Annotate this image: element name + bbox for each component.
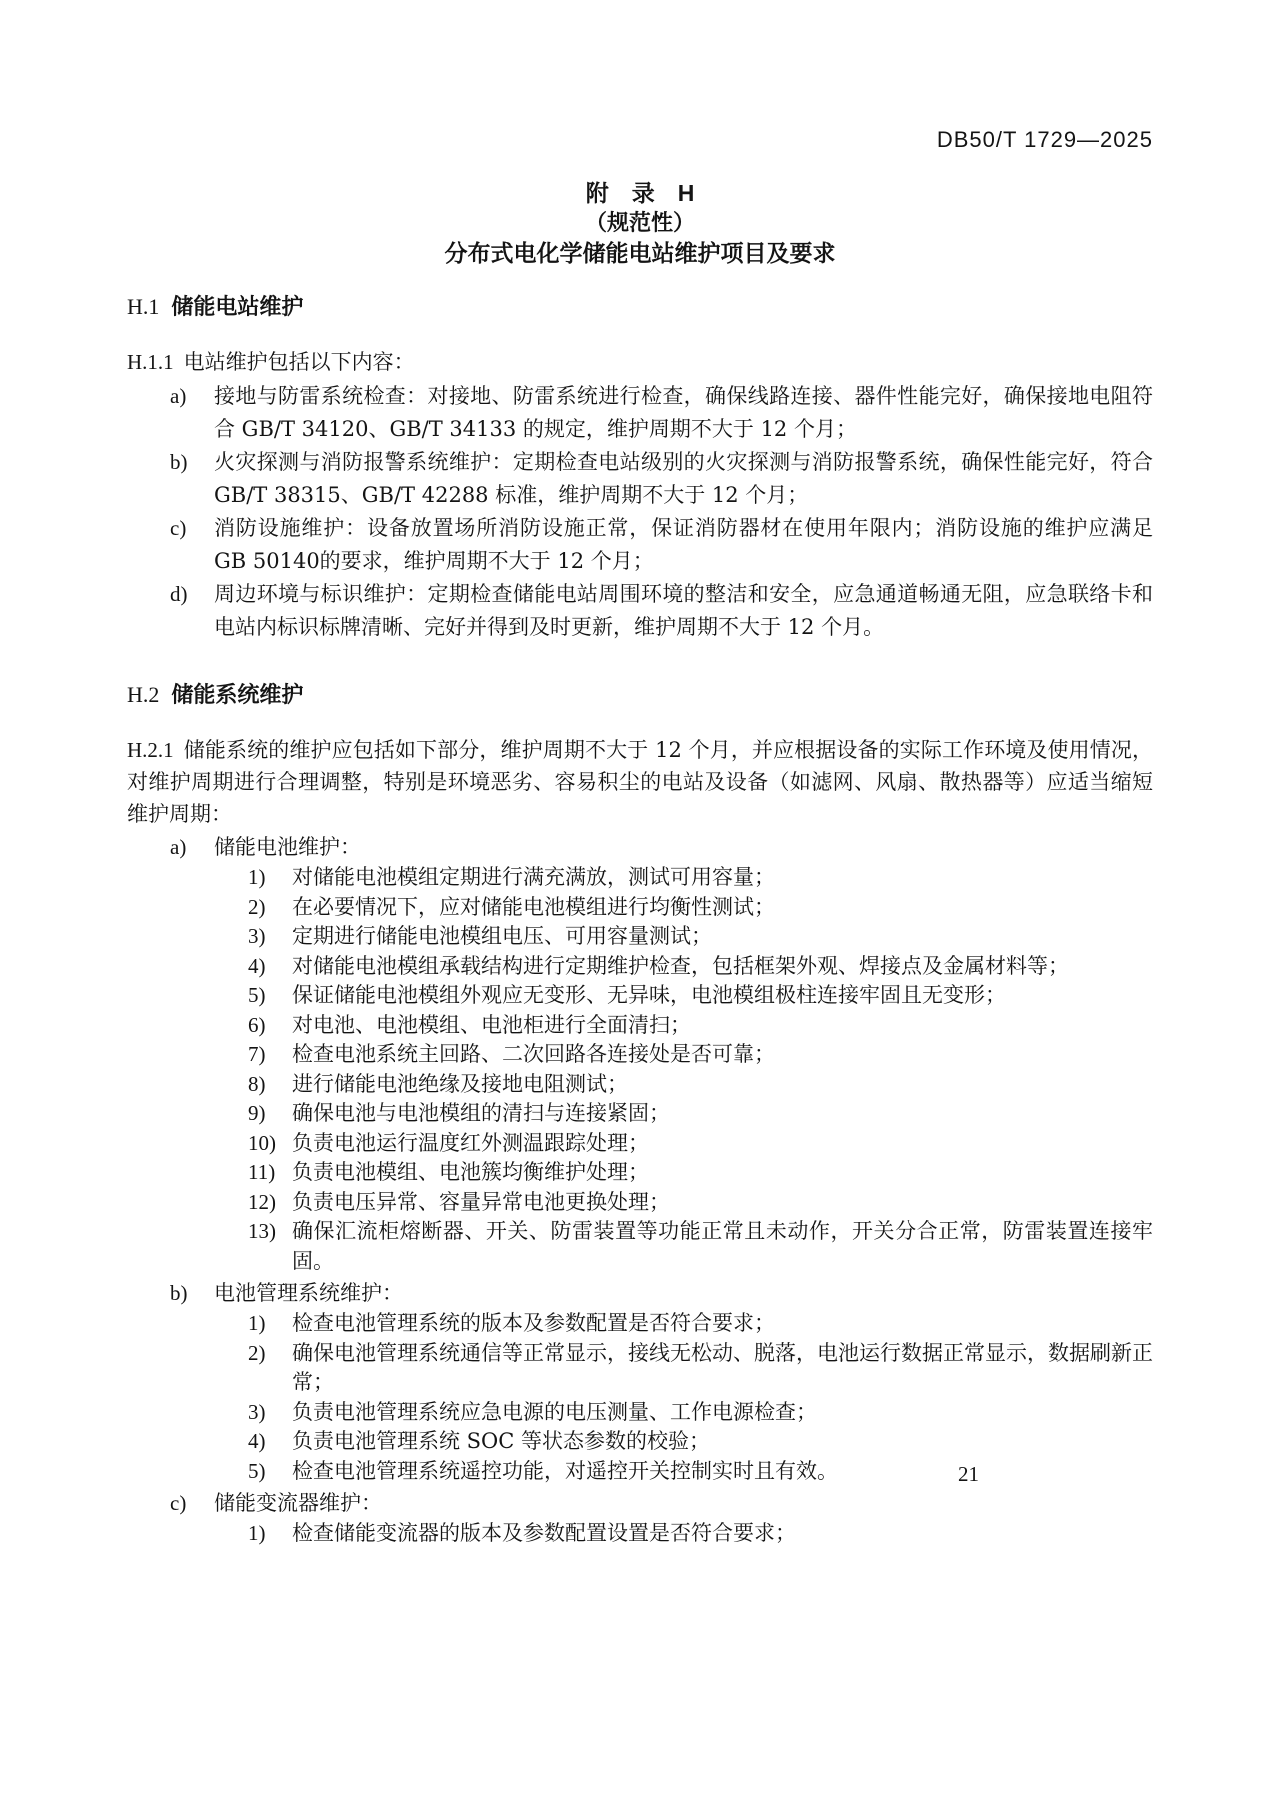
sub-item (248, 1099, 1153, 1129)
sub-item-number: 2) (248, 894, 266, 919)
sub-item-number: 4) (248, 1429, 266, 1453)
sub-item-text: 负责电池模组、电池簇均衡维护处理； (292, 1160, 649, 1184)
sub-item-number: 13) (248, 1219, 276, 1243)
clause-number: H.1.1 (127, 350, 174, 374)
sub-item-text: 对储能电池模组定期进行满充满放，测试可用容量； (292, 865, 775, 889)
sub-item (248, 1158, 1153, 1188)
sub-item (248, 1040, 1153, 1070)
sub-item (248, 1427, 1153, 1457)
sub-item-number: 2) (248, 1340, 266, 1365)
h1-item-list (127, 380, 1153, 644)
list-item (170, 578, 1153, 644)
group-header (127, 1278, 1153, 1309)
section-h1-heading (127, 294, 1153, 320)
list-item (170, 446, 1153, 512)
sub-item-text: 检查电池系统主回路、二次回路各连接处是否可靠； (292, 1042, 775, 1066)
appendix-normative-label: （规范性） (584, 210, 695, 235)
item-label: a) (170, 384, 187, 408)
sub-item-text: 确保电池与电池模组的清扫与连接紧固； (292, 1101, 670, 1125)
sub-item (248, 863, 1153, 893)
group-b-sublist (127, 1309, 1153, 1486)
sub-item-text: 对储能电池模组承载结构进行定期维护检查，包括框架外观、焊接点及金属材料等； (292, 953, 1069, 978)
item-text: 消防设施维护：设备放置场所消防设施正常，保证消防器材在使用年限内；消防设施的维护应满足 GB 50140的要求，维护周期不大于 12 个月； (214, 516, 1153, 573)
sub-item (248, 1217, 1153, 1276)
group-title: 电池管理系统维护： (214, 1281, 403, 1305)
sub-item (248, 1519, 1153, 1549)
sub-item-text: 检查电池管理系统遥控功能，对遥控开关控制实时且有效。 (292, 1458, 838, 1483)
sub-item-number: 12) (248, 1189, 276, 1214)
appendix-subtitle: 分布式电化学储能电站维护项目及要求 (444, 240, 836, 266)
sub-item-number: 1) (248, 1521, 266, 1545)
group-title: 储能电池维护： (214, 835, 361, 859)
sub-item-text: 负责电压异常、容量异常电池更换处理； (292, 1189, 670, 1214)
sub-item-number: 9) (248, 1101, 266, 1125)
appendix-title-block (127, 178, 1153, 268)
sub-item-text: 定期进行储能电池模组电压、可用容量测试； (292, 924, 712, 948)
section-title: 储能系统维护 (171, 682, 304, 707)
clause-number: H.2.1 (127, 738, 174, 762)
item-label: d) (170, 582, 188, 606)
clause-h11 (127, 346, 1153, 378)
sub-item (248, 922, 1153, 952)
sub-item-number: 10) (248, 1130, 276, 1155)
sub-item-number: 11) (248, 1160, 276, 1184)
group-header (127, 832, 1153, 863)
sub-item (248, 1188, 1153, 1218)
clause-h21 (127, 734, 1153, 830)
sub-item-number: 1) (248, 865, 266, 889)
section-number: H.1 (127, 294, 160, 319)
sub-item-text: 负责电池运行温度红外测温跟踪处理； (292, 1130, 649, 1155)
sub-item-text: 在必要情况下，应对储能电池模组进行均衡性测试； (292, 894, 775, 919)
sub-item-text: 确保汇流柜熔断器、开关、防雷装置等功能正常且未动作，开关分合正常，防雷装置连接牢固。 (292, 1219, 1153, 1273)
item-label: b) (170, 450, 188, 474)
sub-item (248, 1309, 1153, 1339)
item-text: 接地与防雷系统检查：对接地、防雷系统进行检查，确保线路连接、器件性能完好，确保接地电阻符合 GB/T 34120、GB/T 34133 的规定，维护周期不大于 12 个月； (214, 384, 1153, 441)
sub-item-number: 8) (248, 1071, 266, 1096)
section-h2-heading (127, 682, 1153, 708)
sub-item (248, 893, 1153, 923)
appendix-title: 附 录 H (585, 180, 695, 206)
group-c-sublist (127, 1519, 1153, 1549)
group-label: a) (170, 835, 187, 859)
item-text: 火灾探测与消防报警系统维护：定期检查电站级别的火灾探测与消防报警系统，确保性能完好，符合 GB/T 38315、GB/T 42288 标准，维护周期不大于 12 个月； (214, 450, 1153, 507)
sub-item-number: 7) (248, 1042, 266, 1066)
sub-item-number: 5) (248, 983, 266, 1007)
sub-item (248, 1011, 1153, 1041)
clause-text: 电站维护包括以下内容： (183, 350, 415, 374)
sub-item-number: 3) (248, 1399, 266, 1424)
sub-item-text: 负责电池管理系统应急电源的电压测量、工作电源检查； (292, 1399, 817, 1424)
sub-item-text: 检查电池管理系统的版本及参数配置是否符合要求； (292, 1311, 775, 1335)
doc-number: DB50/T 1729—2025 (936, 127, 1153, 152)
sub-item (248, 1070, 1153, 1100)
section-title: 储能电站维护 (171, 294, 304, 319)
sub-item-text: 对电池、电池模组、电池柜进行全面清扫； (292, 1012, 691, 1037)
group-label: b) (170, 1281, 188, 1305)
page-number: 21 (958, 1462, 979, 1486)
sub-item-number: 1) (248, 1311, 266, 1335)
sub-item-text: 保证储能电池模组外观应无变形、无异味，电池模组极柱连接牢固且无变形； (292, 983, 1006, 1007)
sub-item (248, 1339, 1153, 1398)
sub-item (248, 1398, 1153, 1428)
sub-item-number: 6) (248, 1012, 266, 1037)
section-number: H.2 (127, 682, 160, 707)
list-item (170, 380, 1153, 446)
group-header (127, 1488, 1153, 1519)
list-item (170, 512, 1153, 578)
sub-item (248, 981, 1153, 1011)
item-text: 周边环境与标识维护：定期检查储能电站周围环境的整洁和安全，应急通道畅通无阻，应急联络卡和电站内标识标牌清晰、完好并得到及时更新，维护周期不大于 12 个月。 (214, 582, 1153, 639)
item-label: c) (170, 516, 187, 540)
group-title: 储能变流器维护： (214, 1491, 382, 1515)
sub-item-text: 负责电池管理系统 SOC 等状态参数的校验； (292, 1429, 711, 1453)
sub-item-number: 4) (248, 953, 266, 978)
sub-item (248, 952, 1153, 982)
sub-item-text: 进行储能电池绝缘及接地电阻测试； (292, 1071, 628, 1096)
sub-item-text: 确保电池管理系统通信等正常显示，接线无松动、脱落，电池运行数据正常显示，数据刷新正常； (292, 1340, 1153, 1394)
clause-text: 储能系统的维护应包括如下部分，维护周期不大于 12 个月，并应根据设备的实际工作环境及使用情况，对维护周期进行合理调整，特别是环境恶劣、容易积尘的电站及设备（如滤网、风扇、散热器等）应适当缩短维护周期： (127, 738, 1153, 826)
sub-item (248, 1129, 1153, 1159)
sub-item-text: 检查储能变流器的版本及参数配置设置是否符合要求； (292, 1521, 796, 1545)
group-label: c) (170, 1491, 187, 1515)
sub-item-number: 5) (248, 1458, 266, 1483)
group-a-sublist (127, 863, 1153, 1276)
sub-item-number: 3) (248, 924, 266, 948)
sub-item (248, 1457, 1153, 1487)
